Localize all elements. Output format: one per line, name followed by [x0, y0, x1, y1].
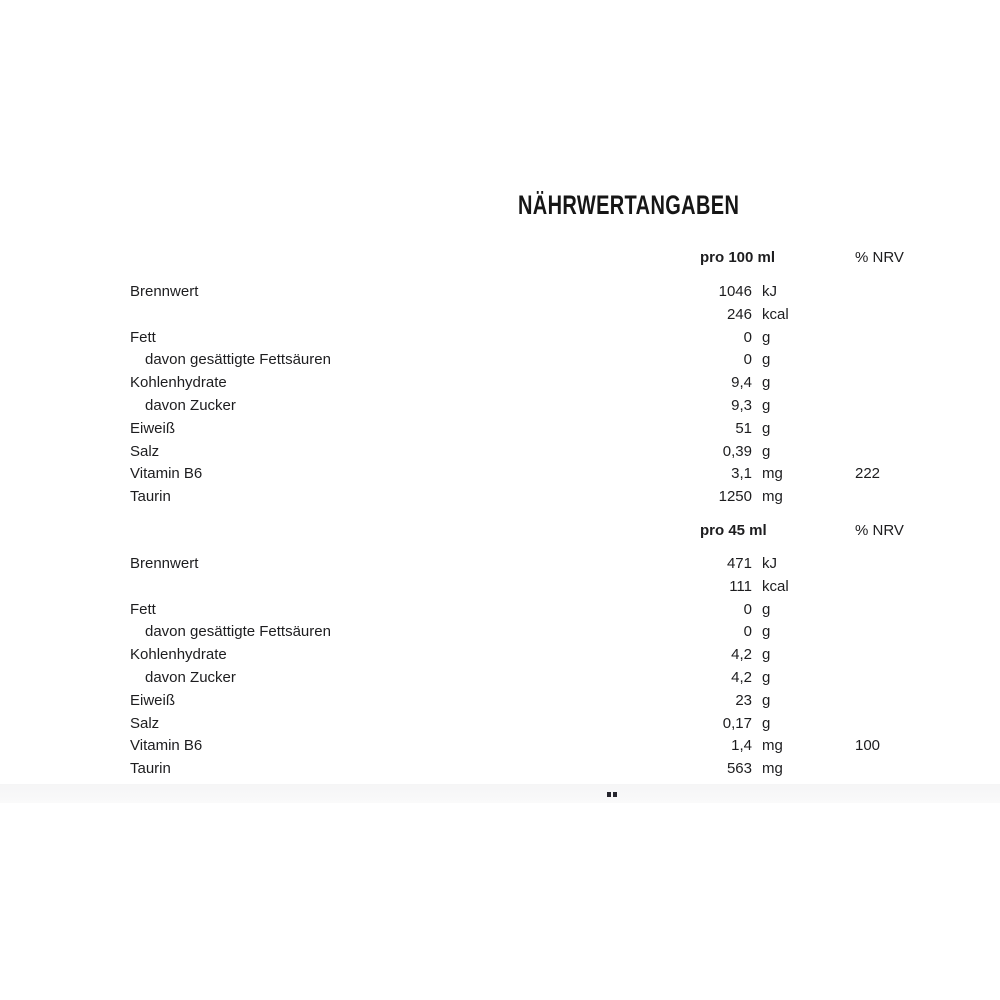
row-unit: kJ	[762, 554, 777, 572]
row-label: Fett	[130, 328, 156, 346]
table-row-gesaettigte-fettsaeuren	[130, 621, 935, 644]
table-row-eiweiss	[130, 418, 935, 441]
row-label: Kohlenhydrate	[130, 374, 227, 392]
row-value: 0,17	[722, 714, 752, 732]
row-label: Brennwert	[130, 554, 199, 572]
row-nrv: 222	[855, 465, 881, 483]
nrv-column-header: % NRV	[855, 249, 904, 266]
row-label: Salz	[130, 442, 160, 460]
row-value: 0	[743, 351, 752, 369]
row-unit: g	[762, 691, 771, 709]
row-label: davon Zucker	[145, 668, 236, 686]
row-unit: g	[762, 668, 771, 686]
row-label: Kohlenhydrate	[130, 646, 227, 664]
row-unit: kcal	[762, 305, 789, 323]
row-unit: g	[762, 600, 771, 618]
row-value: 0,39	[722, 442, 752, 460]
row-value: 1,4	[731, 737, 752, 755]
row-nrv: 100	[855, 737, 881, 755]
row-unit: g	[762, 374, 771, 392]
table-row-gesaettigte-fettsaeuren	[130, 349, 935, 372]
row-value: 23	[735, 691, 752, 709]
table-row-salz	[130, 713, 935, 736]
row-value: 51	[735, 419, 752, 437]
row-unit: g	[762, 442, 771, 460]
table-row-brennwert-kcal	[130, 576, 935, 599]
row-label: Vitamin B6	[130, 465, 203, 483]
row-value: 563	[726, 760, 752, 778]
row-unit: kJ	[762, 283, 777, 300]
row-value: 111	[729, 577, 752, 595]
nrv-column-header: % NRV	[855, 521, 904, 539]
row-label: davon gesättigte Fettsäuren	[145, 351, 331, 369]
row-unit: g	[762, 351, 771, 369]
row-label: davon gesättigte Fettsäuren	[145, 623, 331, 641]
row-value: 246	[726, 305, 752, 323]
section-header-pro-100ml	[130, 247, 935, 269]
table-row-zucker	[130, 395, 935, 418]
row-value: 1250	[718, 488, 752, 506]
amount-column-header: pro 45 ml	[700, 521, 767, 539]
row-value: 4,2	[731, 646, 752, 664]
table-row-fett	[130, 599, 935, 622]
row-unit: mg	[762, 760, 783, 778]
table-row-fett	[130, 327, 935, 350]
table-row-brennwert	[130, 281, 935, 304]
row-unit: kcal	[762, 577, 789, 595]
row-value: 4,2	[731, 668, 752, 686]
section-header-pro-45ml	[130, 520, 935, 542]
row-unit: mg	[762, 465, 783, 483]
row-value: 1046	[718, 283, 752, 300]
row-label: Salz	[130, 714, 160, 732]
nutrition-table	[130, 247, 935, 781]
row-label: Brennwert	[130, 283, 199, 300]
amount-column-header: pro 100 ml	[700, 249, 776, 266]
row-value: 471	[726, 554, 752, 572]
row-value: 9,4	[731, 374, 752, 392]
table-row-eiweiss	[130, 690, 935, 713]
row-label: Vitamin B6	[130, 737, 203, 755]
row-value: 0	[743, 328, 752, 346]
row-unit: mg	[762, 737, 783, 755]
row-label: davon Zucker	[145, 396, 236, 414]
table-row-salz	[130, 441, 935, 464]
page-title: NÄHRWERTANGABEN	[518, 190, 740, 220]
table-row-taurin	[130, 758, 935, 781]
row-value: 3,1	[731, 465, 752, 483]
row-value: 0	[743, 600, 752, 618]
row-label: Eiweiß	[130, 419, 176, 437]
table-row-vitamin-b6	[130, 463, 935, 486]
row-label: Taurin	[130, 760, 171, 778]
table-row-kohlenhydrate	[130, 644, 935, 667]
row-unit: g	[762, 714, 771, 732]
table-row-brennwert-kcal	[130, 304, 935, 327]
table-row-zucker	[130, 667, 935, 690]
bottom-highlight-band	[0, 784, 1000, 803]
row-value: 0	[743, 623, 752, 641]
row-unit: g	[762, 623, 771, 641]
table-row-brennwert	[130, 553, 935, 576]
clipped-umlaut-dot	[613, 792, 617, 797]
row-value: 9,3	[731, 396, 752, 414]
table-row-kohlenhydrate	[130, 372, 935, 395]
clipped-text-mark	[607, 792, 617, 797]
clipped-umlaut-dot	[607, 792, 611, 797]
row-label: Eiweiß	[130, 691, 176, 709]
row-unit: g	[762, 396, 771, 414]
table-row-taurin	[130, 486, 935, 509]
row-unit: g	[762, 646, 771, 664]
row-label: Taurin	[130, 488, 171, 506]
row-unit: g	[762, 419, 771, 437]
row-label: Fett	[130, 600, 156, 618]
row-unit: mg	[762, 488, 783, 506]
table-row-vitamin-b6	[130, 735, 935, 758]
row-unit: g	[762, 328, 771, 346]
